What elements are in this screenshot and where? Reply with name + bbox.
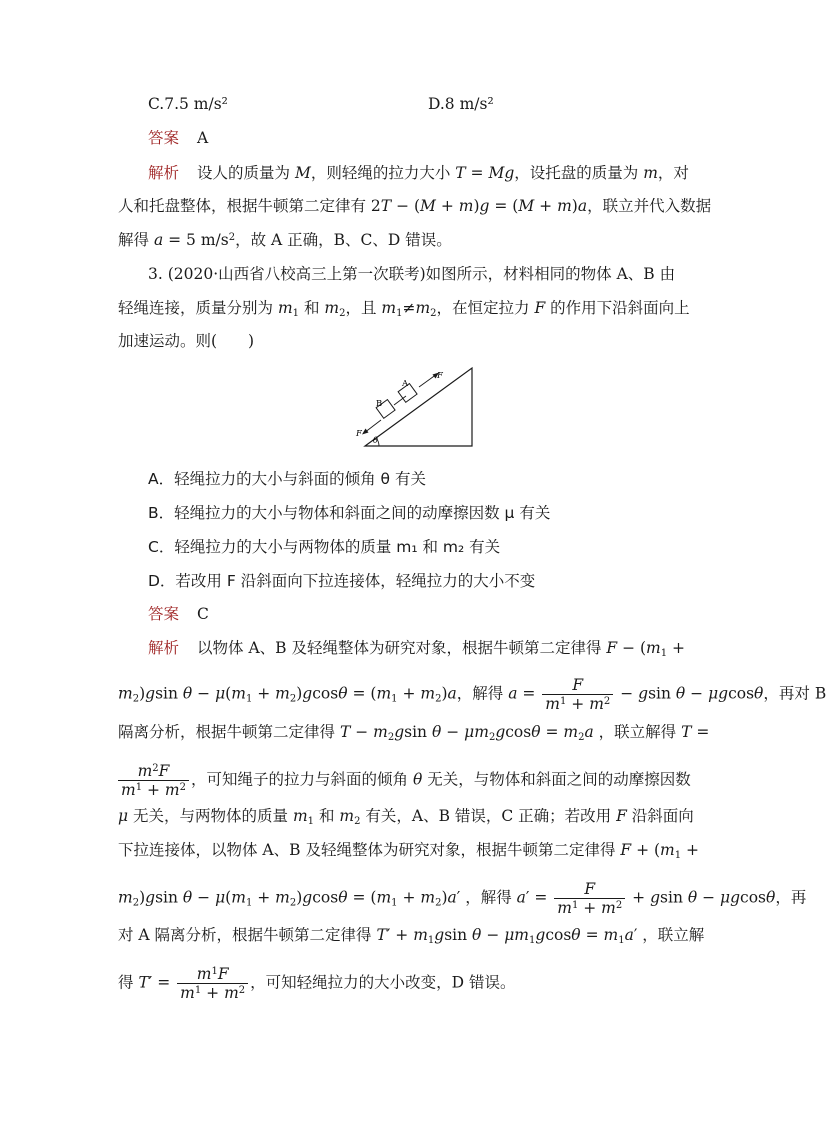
- q3-analysis-line9: 得 T′ = $\frac{m^1F}{m^1 + m^2}$ ，可知轻绳拉力的大小改变，D 错误。: [118, 965, 516, 1002]
- q3-option-d: D．若改用 F 沿斜面向下拉连接体，轻绳拉力的大小不变: [148, 572, 536, 590]
- answer-value: C: [197, 605, 209, 623]
- q3-stem-line3: 加速运动。则( ): [118, 332, 255, 350]
- q3-analysis-line4: $\frac{m^2F}{m^1 + m^2}$ ，可知绳子的拉力与斜面的倾角 θ 无关，与物体和斜面之间的动摩擦因数: [118, 762, 678, 799]
- q3-analysis-line2: $m_2)gsin$ $\theta - \mu(m_1 + m_2)gcos\theta = (m_1 + m_2)a$，解得 a = $\frac{F}{m^1 + m^2}$ − gsin θ − μgcosθ，再对 B: [118, 676, 826, 713]
- q3-analysis-line6: 下拉连接体，以物体 A、B 及轻绳整体为研究对象，根据牛顿第二定律得 $F + (m_1$ +: [118, 841, 700, 861]
- q3-stem-line1: 3. (2020·山西省八校高三上第一次联考)如图所示，材料相同的物体 A、B 由: [148, 265, 676, 283]
- q2-option-c: C.7.5 m/s²: [148, 95, 228, 113]
- q2-option-d: D.8 m/s²: [428, 95, 494, 113]
- q3-analysis-line5: μ 无关，与两物体的质量 $m_1$ 和 $m_2$ 有关，A、B 错误，C 正确；若改用 F 沿斜面向: [118, 807, 694, 827]
- q3-option-a: A．轻绳拉力的大小与斜面的倾角 θ 有关: [148, 470, 426, 488]
- q2-answer: [148, 128, 708, 148]
- q3-analysis-line1: 解析 以物体 A、B 及轻绳整体为研究对象，根据牛顿第二定律得 $F - (m_1$ +: [148, 639, 686, 659]
- label-b: B: [376, 399, 383, 409]
- q3-option-c: C．轻绳拉力的大小与两物体的质量 m₁ 和 m₂ 有关: [148, 538, 501, 556]
- answer-label: 答案: [148, 129, 180, 147]
- q2-analysis-line3: 解得 a = 5 $m/s^2$，故 A 正确，B、C、D 错误。: [118, 231, 452, 249]
- q3-analysis-line8: 对 A 隔离分析，根据牛顿第二定律得 $T' + m_1gsin$ $\theta - \mu m_1gcos\theta = m_1a'$ ，联立解: [118, 926, 705, 946]
- q2-analysis-line1: 解析 设人的质量为 M，则轻绳的拉力大小 T = Mg，设托盘的质量为 m，对: [148, 164, 689, 182]
- answer-value: A: [197, 129, 209, 147]
- label-a: A: [402, 379, 409, 389]
- q3-analysis-line3: 隔离分析，根据牛顿第二定律得 $T - m_2gsin$ $\theta - \mu m_2gcos\theta = m_2a$ ，联立解得 T =: [118, 723, 710, 743]
- q3-stem-line2: 轻绳连接，质量分别为 $m_1$ 和 $m_2$，且 $m_1\ne m_2$，在恒定拉力 F 的作用下沿斜面向上: [118, 299, 690, 319]
- label-f-bottom: F: [356, 429, 362, 439]
- label-theta: θ: [373, 436, 378, 445]
- answer-label: 答案: [148, 605, 180, 623]
- q3-option-b: B．轻绳拉力的大小与物体和斜面之间的动摩擦因数 μ 有关: [148, 504, 551, 522]
- q3-answer: [148, 604, 708, 624]
- label-f-top: F: [437, 371, 443, 381]
- q3-analysis-line7: $m_2)gsin$ $\theta - \mu(m_1 + m_2)gcos\theta = (m_1 + m_2)a'$ ，解得 a′ = $\frac{F}{m^1 + m^2}$ + gsin θ − μgcosθ，再: [118, 880, 807, 917]
- incline-figure: [345, 362, 480, 452]
- q2-analysis-line2: 人和托盘整体，根据牛顿第二定律有 2T − (M + m)g = (M + m)a，联立并代入数据: [118, 197, 712, 215]
